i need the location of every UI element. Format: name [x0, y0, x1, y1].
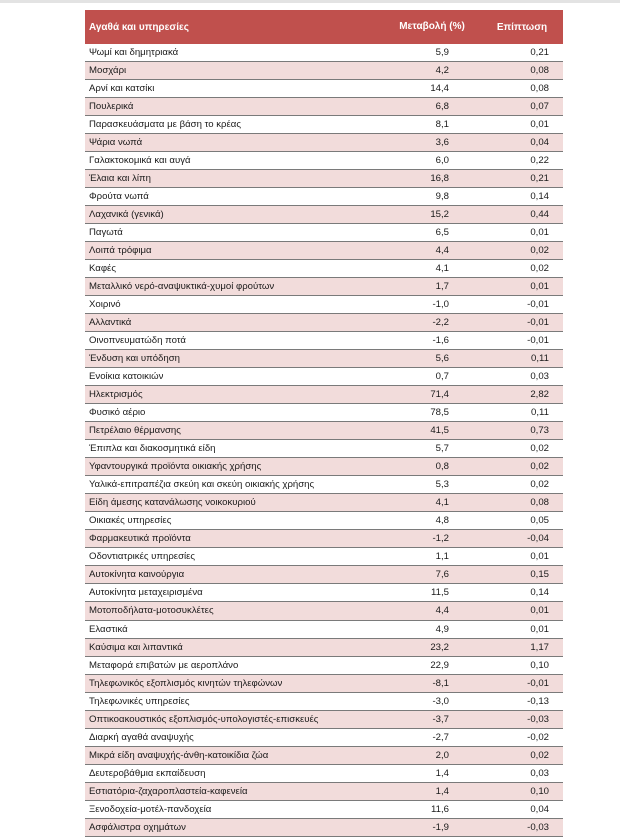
cell-impact: 2,82	[530, 389, 549, 401]
cell-impact: 0,02	[530, 443, 549, 455]
cell-impact: 0,22	[530, 155, 549, 167]
cell-item: Μικρά είδη αναψυχής-άνθη-κατοικίδια ζώα	[89, 749, 269, 761]
cell-change: -2,2	[432, 317, 449, 329]
cell-change: 2,0	[435, 749, 449, 761]
cell-item: Ξενοδοχεία-μοτέλ-πανδοχεία	[89, 803, 212, 815]
cell-impact: 0,44	[530, 209, 549, 221]
table-row	[85, 566, 563, 584]
cell-change: 1,4	[435, 785, 449, 797]
cell-impact: 0,02	[530, 263, 549, 275]
cell-change: 15,2	[430, 209, 449, 221]
table-row	[85, 621, 563, 639]
cell-impact: 0,01	[530, 623, 549, 635]
cell-impact: 0,01	[530, 605, 549, 617]
table-row	[85, 693, 563, 711]
table-row	[85, 819, 563, 837]
table-row	[85, 44, 563, 62]
cell-item: Μοσχάρι	[89, 65, 127, 77]
cell-change: 0,7	[435, 371, 449, 383]
table-row	[85, 548, 563, 566]
header-item: Αγαθά και υπηρεσίες	[89, 21, 189, 33]
table-header	[85, 10, 563, 44]
table-row	[85, 783, 563, 801]
cell-item: Ψωμί και δημητριακά	[89, 47, 179, 58]
cell-impact: 0,05	[530, 515, 549, 527]
table-row	[85, 80, 563, 98]
cell-change: 1,1	[435, 551, 449, 563]
cell-change: 4,4	[435, 245, 449, 257]
cell-item: Φυσικό αέριο	[89, 407, 146, 419]
cell-impact: -0,04	[527, 533, 549, 545]
cell-change: 14,4	[430, 83, 449, 95]
cell-impact: 0,10	[530, 659, 549, 671]
cell-item: Ενοίκια κατοικιών	[89, 371, 164, 383]
cell-change: 6,5	[435, 227, 449, 239]
cell-change: -3,0	[432, 695, 449, 707]
cell-item: Υαλικά-επιτραπέζια σκεύη και σκεύη οικιακής χρήσης	[89, 479, 315, 491]
cell-impact: 0,08	[530, 497, 549, 509]
cell-item: Αυτοκίνητα μεταχειρισμένα	[89, 587, 203, 599]
cell-change: 4,1	[435, 497, 449, 509]
cell-item: Παρασκευάσματα με βάση το κρέας	[89, 119, 241, 131]
cell-item: Λοιπά τρόφιμα	[89, 245, 152, 257]
cell-impact: 0,04	[530, 803, 549, 815]
cell-impact: 0,02	[530, 461, 549, 473]
cell-item: Μοτοποδήλατα-μοτοσυκλέτες	[89, 605, 214, 617]
table-row	[85, 188, 563, 206]
cell-impact: 0,01	[530, 227, 549, 239]
cell-change: 5,7	[435, 443, 449, 455]
cell-change: 4,4	[435, 605, 449, 617]
cell-impact: 0,01	[530, 119, 549, 131]
cell-item: Φαρμακευτικά προϊόντα	[89, 533, 191, 545]
cell-impact: 0,08	[530, 83, 549, 95]
cell-change: 9,8	[435, 191, 449, 203]
table-row	[85, 801, 563, 819]
table-row	[85, 170, 563, 188]
cell-impact: 0,14	[530, 587, 549, 599]
cell-impact: 0,02	[530, 749, 549, 761]
cell-item: Εστιατόρια-ζαχαροπλαστεία-καφενεία	[89, 785, 248, 797]
cell-item: Χοιρινό	[89, 299, 121, 311]
table-row	[85, 296, 563, 314]
cell-change: 6,8	[435, 101, 449, 113]
table-row	[85, 260, 563, 278]
table-row	[85, 440, 563, 458]
cell-change: 1,4	[435, 767, 449, 779]
cell-impact: 0,01	[530, 281, 549, 293]
table-row	[85, 765, 563, 783]
cell-change: 1,7	[435, 281, 449, 293]
cell-impact: 0,04	[530, 137, 549, 149]
cell-change: 8,1	[435, 119, 449, 131]
header-change: Μεταβολή (%)	[399, 21, 465, 32]
top-divider	[0, 0, 620, 3]
table-row	[85, 134, 563, 152]
cell-impact: -0,02	[527, 731, 549, 743]
cell-impact: 0,21	[530, 47, 549, 58]
cell-item: Μεταλλικό νερό-αναψυκτικά-χυμοί φρούτων	[89, 281, 275, 293]
cell-item: Έπιπλα και διακοσμητικά είδη	[89, 443, 216, 455]
table-row	[85, 206, 563, 224]
inflation-impact-table	[85, 10, 563, 837]
cell-change: 22,9	[430, 659, 449, 671]
cell-impact: 0,73	[530, 425, 549, 437]
cell-change: 6,0	[435, 155, 449, 167]
cell-item: Οδοντιατρικές υπηρεσίες	[89, 551, 196, 563]
table-row	[85, 116, 563, 134]
cell-item: Μεταφορά επιβατών με αεροπλάνο	[89, 659, 239, 671]
cell-change: 5,3	[435, 479, 449, 491]
table-row	[85, 242, 563, 260]
table-row	[85, 62, 563, 80]
table-row	[85, 314, 563, 332]
cell-impact: 0,21	[530, 173, 549, 185]
table-row	[85, 368, 563, 386]
table-row	[85, 584, 563, 602]
cell-change: -2,7	[432, 731, 449, 743]
cell-impact: 0,01	[530, 551, 549, 563]
cell-impact: -0,03	[527, 821, 549, 833]
cell-impact: -0,01	[527, 335, 549, 347]
table-row	[85, 458, 563, 476]
cell-item: Φρούτα νωπά	[89, 191, 149, 203]
cell-item: Αρνί και κατσίκι	[89, 83, 155, 95]
cell-item: Αλλαντικά	[89, 317, 132, 329]
cell-change: 23,2	[430, 641, 449, 653]
cell-change: 3,6	[435, 137, 449, 149]
cell-change: -1,6	[432, 335, 449, 347]
table-row	[85, 729, 563, 747]
cell-item: Οικιακές υπηρεσίες	[89, 515, 172, 527]
cell-item: Ένδυση και υπόδηση	[89, 353, 180, 365]
cell-change: -1,2	[432, 533, 449, 545]
cell-impact: 0,10	[530, 785, 549, 797]
cell-item: Καφές	[89, 263, 116, 275]
cell-item: Παγωτά	[89, 227, 123, 239]
table-row	[85, 98, 563, 116]
cell-impact: -0,13	[527, 695, 549, 707]
cell-item: Υφαντουργικά προϊόντα οικιακής χρήσης	[89, 461, 262, 473]
cell-item: Ελαστικά	[89, 623, 128, 635]
cell-impact: 0,15	[530, 569, 549, 581]
table-row	[85, 476, 563, 494]
cell-change: 16,8	[430, 173, 449, 185]
cell-impact: 0,02	[530, 479, 549, 491]
cell-change: 4,9	[435, 623, 449, 635]
table-row	[85, 386, 563, 404]
cell-item: Πετρέλαιο θέρμανσης	[89, 425, 181, 437]
cell-change: 4,2	[435, 65, 449, 77]
table-row	[85, 675, 563, 693]
cell-item: Ψάρια νωπά	[89, 137, 143, 149]
cell-item: Δευτεροβάθμια εκπαίδευση	[89, 767, 206, 779]
cell-change: -1,9	[432, 821, 449, 833]
table-row	[85, 332, 563, 350]
cell-item: Έλαια και λίπη	[89, 173, 151, 185]
cell-change: 7,6	[435, 569, 449, 581]
table-row	[85, 747, 563, 765]
table-row	[85, 639, 563, 657]
cell-change: 4,1	[435, 263, 449, 275]
table-row	[85, 657, 563, 675]
cell-change: 11,6	[431, 803, 449, 815]
cell-change: -1,0	[432, 299, 449, 311]
cell-impact: -0,01	[527, 677, 549, 689]
cell-impact: 1,17	[530, 641, 549, 653]
cell-impact: 0,08	[530, 65, 549, 77]
cell-impact: -0,03	[527, 713, 549, 725]
cell-item: Γαλακτοκομικά και αυγά	[89, 155, 191, 167]
cell-change: -3,7	[432, 713, 449, 725]
cell-impact: 0,02	[530, 245, 549, 257]
cell-impact: 0,11	[531, 353, 549, 365]
cell-change: 0,8	[435, 461, 449, 473]
cell-item: Πουλερικά	[89, 101, 134, 113]
cell-item: Διαρκή αγαθά αναψυχής	[89, 731, 194, 743]
cell-item: Καύσιμα και λιπαντικά	[89, 641, 183, 653]
cell-impact: 0,07	[530, 101, 549, 113]
cell-change: 71,4	[430, 389, 449, 401]
table-row	[85, 278, 563, 296]
cell-change: 78,5	[430, 407, 449, 419]
table-row	[85, 512, 563, 530]
cell-item: Οινοπνευματώδη ποτά	[89, 335, 186, 347]
table-body	[85, 44, 563, 837]
header-impact: Επίπτωση	[496, 21, 548, 33]
table-row	[85, 530, 563, 548]
cell-item: Οπτικοακουστικός εξοπλισμός-υπολογιστές-επισκευές	[89, 713, 319, 725]
cell-impact: -0,01	[527, 317, 549, 329]
cell-impact: -0,01	[527, 299, 549, 311]
cell-impact: 0,03	[530, 767, 549, 779]
table-row	[85, 711, 563, 729]
cell-change: 41,5	[430, 425, 449, 437]
table-row	[85, 224, 563, 242]
cell-change: 4,8	[435, 515, 449, 527]
table-row	[85, 152, 563, 170]
cell-change: 11,5	[431, 587, 449, 599]
cell-item: Τηλεφωνικές υπηρεσίες	[89, 695, 190, 707]
cell-impact: 0,03	[530, 371, 549, 383]
cell-change: 5,6	[435, 353, 449, 365]
cell-item: Τηλεφωνικός εξοπλισμός κινητών τηλεφώνων	[89, 677, 283, 689]
cell-item: Ασφάλιστρα οχημάτων	[89, 821, 186, 833]
table-row	[85, 404, 563, 422]
cell-impact: 0,14	[530, 191, 549, 203]
cell-change: -8,1	[432, 677, 449, 689]
table-row	[85, 602, 563, 620]
cell-item: Ηλεκτρισμός	[89, 389, 143, 401]
cell-change: 5,9	[435, 47, 449, 58]
cell-item: Αυτοκίνητα καινούργια	[89, 569, 185, 581]
cell-item: Είδη άμεσης κατανάλωσης νοικοκυριού	[89, 497, 256, 509]
table-row	[85, 494, 563, 512]
cell-item: Λαχανικά (γενικά)	[89, 209, 164, 221]
table-row	[85, 422, 563, 440]
table-row	[85, 350, 563, 368]
cell-impact: 0,11	[531, 407, 549, 419]
